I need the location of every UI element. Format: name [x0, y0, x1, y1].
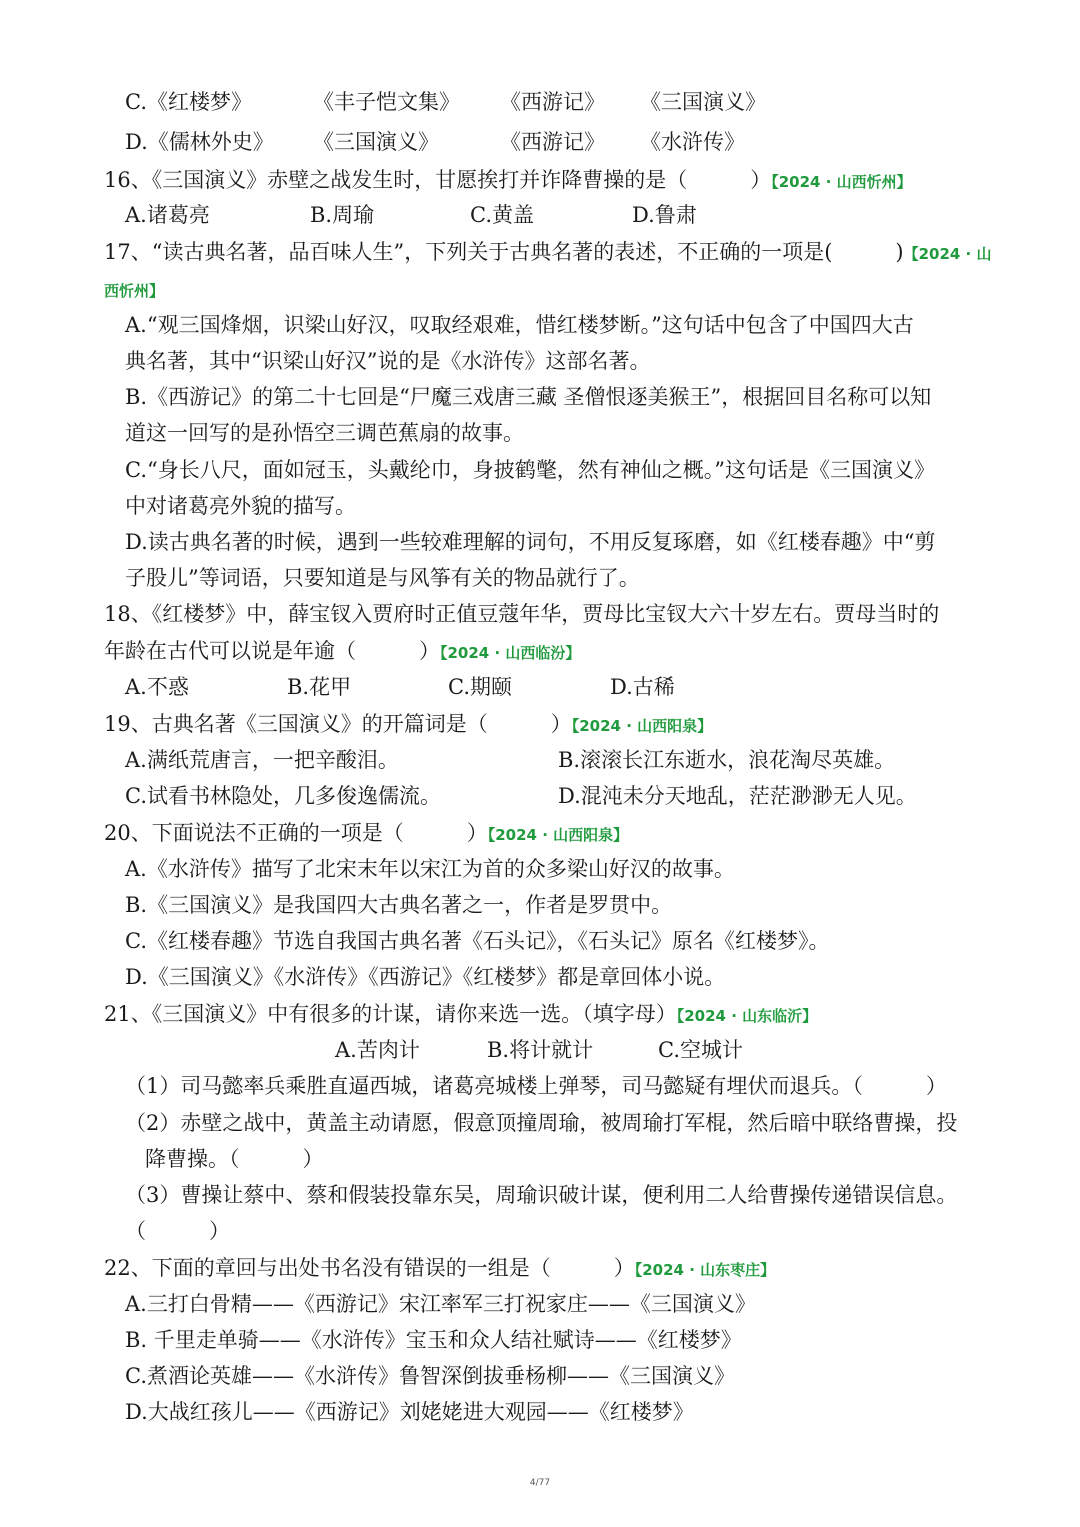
q22-source-tag: 【2024 · 山东枣庄】	[634, 1261, 776, 1279]
q18-option-c: C.期颐	[448, 675, 512, 699]
q20-option-c: C.《红楼春趣》节选自我国古典名著《石头记》，《石头记》原名《红楼梦》。	[125, 929, 830, 953]
q18-option-a: A.不惑	[125, 675, 189, 699]
q17-source-tag-part2: 西忻州】	[104, 282, 165, 300]
q20-stem-text: 20、下面说法不正确的一项是（ ）	[104, 821, 488, 845]
q16-option-c: C.黄盖	[470, 203, 534, 227]
q22-option-a: A.三打白骨精——《西游记》宋江率军三打祝家庄——《三国演义》	[125, 1292, 756, 1316]
q19-option-d: D.混沌未分天地乱，茫茫渺渺无人见。	[558, 784, 917, 808]
q17-option-d-line2: 子股儿”等词语，只要知道是与风筝有关的物品就行了。	[125, 566, 640, 590]
q21-option-a: A.苦肉计	[335, 1038, 420, 1062]
q17-source-tag-line2	[104, 274, 164, 306]
q17-option-c-line2: 中对诸葛亮外貌的描写。	[125, 494, 356, 518]
q21-part-2-line1: （2）赤壁之战中，黄盖主动请愿，假意顶撞周瑜，被周瑜打军棍，然后暗中联络曹操，投	[125, 1111, 958, 1135]
q20-source-tag: 【2024 · 山西阳泉】	[487, 826, 629, 844]
q19-source-tag: 【2024 · 山西阳泉】	[571, 717, 713, 735]
q22-option-b: B. 千里走单骑——《水浒传》宝玉和众人结社赋诗——《红楼梦》	[125, 1328, 742, 1352]
q19-stem-text: 19、古典名著《三国演义》的开篇词是（ ）	[104, 712, 572, 736]
q21-stem	[104, 999, 817, 1031]
q22-stem	[104, 1253, 775, 1285]
page-number: 4/77	[529, 1478, 551, 1488]
q15-option-c4: 《三国演义》	[640, 90, 766, 114]
q21-stem-text: 21、《三国演义》中有很多的计谋，请你来选一选。（填字母）	[104, 1002, 677, 1026]
q19-option-b: B.滚滚长江东逝水，浪花淘尽英雄。	[558, 748, 896, 772]
q18-source-tag: 【2024 · 山西临汾】	[440, 644, 581, 662]
q17-stem-text: 17、“读古典名著，品百味人生”，下列关于古典名著的表述，不正确的一项是( )	[104, 240, 904, 264]
q17-option-c-line1: C.“身长八尺，面如冠玉，头戴纶巾，身披鹤氅，然有神仙之概。”这句话是《三国演义》	[125, 458, 935, 482]
q21-part-2-line2: 降曹操。（ ）	[145, 1147, 324, 1171]
q19-option-a: A.满纸荒唐言，一把辛酸泪。	[125, 748, 399, 772]
q21-option-c: C.空城计	[658, 1038, 743, 1062]
q21-source-tag: 【2024 · 山东临沂】	[676, 1007, 818, 1025]
q19-stem	[104, 709, 712, 741]
q15-option-c1: C.《红楼梦》	[125, 90, 252, 114]
q22-stem-text: 22、下面的章回与出处书名没有错误的一组是（ ）	[104, 1256, 635, 1280]
q21-option-b: B.将计就计	[487, 1038, 594, 1062]
q17-option-d-line1: D.读古典名著的时候，遇到一些较难理解的词句，不用反复琢磨，如《红楼春趣》中“剪	[125, 530, 936, 554]
q20-option-b: B.《三国演义》是我国四大古典名著之一，作者是罗贯中。	[125, 893, 673, 917]
q17-option-a-line2: 典名著，其中“识梁山好汉”说的是《水浒传》这部名著。	[125, 349, 651, 373]
q22-option-c: C.煮酒论英雄——《水浒传》鲁智深倒拔垂杨柳——《三国演义》	[125, 1364, 735, 1388]
q22-option-d: D.大战红孩儿——《西游记》刘姥姥进大观园——《红楼梦》	[125, 1400, 694, 1424]
q17-option-b-line1: B.《西游记》的第二十七回是“尸魔三戏唐三藏 圣僧恨逐美猴王”，根据回目名称可以知	[125, 385, 932, 409]
q18-option-b: B.花甲	[287, 675, 352, 699]
q21-part-3-line1: （3）曹操让蔡中、蔡和假装投靠东吴，周瑜识破计谋，便利用二人给曹操传递错误信息。	[125, 1183, 958, 1207]
q19-option-c: C.试看书林隐处，几多俊逸儒流。	[125, 784, 441, 808]
q17-option-a-line1: A.“观三国烽烟，识梁山好汉，叹取经艰难，惜红楼梦断。”这句话中包含了中国四大古	[125, 313, 914, 337]
q20-option-d: D.《三国演义》《水浒传》《西游记》《红楼梦》都是章回体小说。	[125, 965, 726, 989]
q17-option-b-line2: 道这一回写的是孙悟空三调芭蕉扇的故事。	[125, 421, 524, 445]
q15-option-d2: 《三国演义》	[313, 130, 439, 154]
q16-source-tag: 【2024 · 山西忻州】	[771, 173, 912, 191]
q15-option-d1: D.《儒林外史》	[125, 130, 274, 154]
q20-stem	[104, 818, 628, 850]
q15-option-c2: 《丰子恺文集》	[313, 90, 460, 114]
q16-option-b: B.周瑜	[310, 203, 375, 227]
q17-source-tag-part1: 【2024 · 山	[903, 245, 992, 263]
q15-option-c3: 《西游记》	[500, 90, 605, 114]
q18-stem-text: 年龄在古代可以说是年逾（ ）	[104, 639, 440, 663]
q16-option-a: A.诸葛亮	[125, 203, 210, 227]
q16-stem-text: 16、《三国演义》赤壁之战发生时，甘愿挨打并诈降曹操的是（ ）	[104, 168, 772, 192]
q18-stem-line1: 18、《红楼梦》中，薛宝钗入贾府时正值豆蔻年华，贾母比宝钗大六十岁左右。贾母当时的	[104, 602, 940, 626]
q21-part-1: （1）司马懿率兵乘胜直逼西城，诸葛亮城楼上弹琴，司马懿疑有埋伏而退兵。（ ）	[125, 1074, 947, 1098]
q15-option-d3: 《西游记》	[500, 130, 605, 154]
q18-stem-line2	[104, 636, 580, 668]
q21-part-3-line2: （ ）	[125, 1219, 230, 1243]
q17-stem	[104, 237, 991, 269]
q16-option-d: D.鲁肃	[632, 203, 697, 227]
q16-stem	[104, 165, 912, 197]
q18-option-d: D.古稀	[610, 675, 675, 699]
q15-option-d4: 《水浒传》	[640, 130, 745, 154]
q20-option-a: A.《水浒传》描写了北宋末年以宋江为首的众多梁山好汉的故事。	[125, 857, 735, 881]
